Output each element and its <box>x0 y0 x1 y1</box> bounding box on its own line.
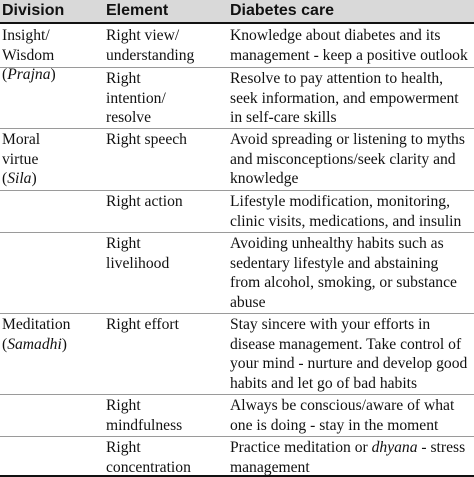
element-line: Right speech <box>106 131 187 148</box>
element-cell <box>106 438 191 477</box>
column-header-element: Element <box>106 2 169 19</box>
care-cell <box>230 26 468 65</box>
care-line: Knowledge about diabetes and its <box>230 27 441 44</box>
element-cell <box>106 26 194 65</box>
element-line: Right view/ <box>106 27 180 44</box>
element-cell <box>106 234 169 273</box>
care-line: your mind - nurture and develop good <box>230 355 468 372</box>
care-cell <box>230 130 465 189</box>
element-line: intention/ <box>106 89 166 107</box>
care-cell <box>230 192 461 231</box>
element-line: resolve <box>106 109 152 126</box>
division-pali-term: (Samadhi) <box>2 335 67 353</box>
care-line: Resolve to pay attention to health, <box>230 70 444 87</box>
care-line: clinic visits, medications, and insulin <box>230 212 462 230</box>
care-cell <box>230 315 467 393</box>
division-cell-insight <box>2 26 56 85</box>
element-line: Right <box>106 397 141 414</box>
element-line: understanding <box>106 46 195 64</box>
care-line: seek information, and empowerment <box>230 89 459 107</box>
element-cell <box>106 69 166 128</box>
care-line: Stay sincere with your efforts in <box>230 316 431 333</box>
care-line: habits and let go of bad habits <box>230 374 418 392</box>
division-cell-moral-virtue <box>2 130 40 189</box>
care-line: sedentary lifestyle and abstaining <box>230 254 439 272</box>
pali-term: Prajna <box>7 66 51 83</box>
division-label: Moral <box>2 131 41 148</box>
header-rule <box>0 22 474 24</box>
care-line: management - keep a positive outlook <box>230 46 468 64</box>
care-line: knowledge <box>230 170 299 187</box>
pali-term: Sila <box>7 170 32 187</box>
care-line: abuse <box>230 293 266 311</box>
division-pali-term: (Sila) <box>2 170 37 187</box>
row-separator <box>0 232 474 233</box>
element-line: Right <box>106 70 141 87</box>
care-line: in self-care skills <box>230 109 337 126</box>
care-line: management <box>230 458 310 476</box>
row-separator <box>0 128 474 129</box>
row-separator <box>0 394 474 395</box>
care-cell <box>230 69 459 128</box>
division-label: Wisdom <box>2 46 55 64</box>
care-line: Always be conscious/aware of what <box>230 397 455 414</box>
care-cell <box>230 396 454 435</box>
row-separator <box>0 67 474 68</box>
division-cell-meditation <box>2 315 70 354</box>
care-line <box>230 438 465 458</box>
care-text: - stress <box>417 439 466 456</box>
element-line: Right <box>106 235 141 252</box>
element-cell <box>106 315 179 335</box>
element-line: Right effort <box>106 316 179 333</box>
division-label: Meditation <box>2 316 71 333</box>
care-cell <box>230 234 457 312</box>
element-cell <box>106 130 187 150</box>
row-separator <box>0 313 474 314</box>
element-line: Right action <box>106 193 183 210</box>
element-line: Right <box>106 439 141 456</box>
care-line: Avoid spreading or listening to myths <box>230 131 465 148</box>
element-line: concentration <box>106 458 191 476</box>
care-line: one is doing - stay in the moment <box>230 416 439 434</box>
care-line: from alcohol, smoking, or substance <box>230 274 457 291</box>
dhyana-term: dhyana <box>371 439 418 456</box>
element-cell <box>106 192 183 212</box>
care-line: Lifestyle modification, monitoring, <box>230 193 451 210</box>
element-cell <box>106 396 182 435</box>
pali-term: Samadhi <box>7 335 62 353</box>
care-text: Practice meditation or <box>230 439 372 456</box>
care-line: disease management. Take control of <box>230 335 462 353</box>
row-separator <box>0 190 474 191</box>
row-separator <box>0 436 474 437</box>
element-line: livelihood <box>106 254 170 272</box>
element-line: mindfulness <box>106 416 183 434</box>
care-line: Avoiding unhealthy habits such as <box>230 235 444 252</box>
division-pali-term: (Prajna) <box>2 66 56 83</box>
care-cell <box>230 438 465 477</box>
column-header-diabetes-care: Diabetes care <box>230 2 335 19</box>
division-label: virtue <box>2 150 39 168</box>
care-line: and misconceptions/seek clarity and <box>230 150 456 168</box>
column-header-division: Division <box>2 2 65 19</box>
division-label: Insight/ <box>2 27 50 44</box>
